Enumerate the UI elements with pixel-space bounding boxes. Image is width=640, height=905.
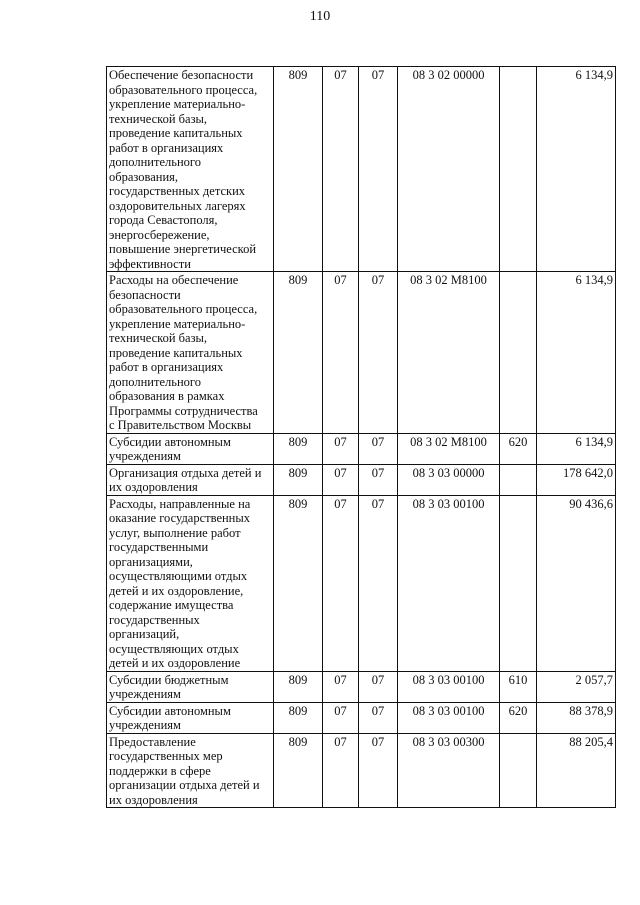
item-name-line: учреждениям: [109, 718, 181, 732]
table-row: [107, 671, 616, 702]
budget-table-body: [107, 67, 616, 808]
item-name-line: повышение энергетической: [109, 242, 257, 256]
amount-cell: 88 378,9: [537, 702, 616, 733]
item-name-line: технической базы,: [109, 111, 208, 126]
item-name-line: их оздоровления: [109, 792, 198, 807]
target-article-cell: 08 3 02 М8100: [398, 272, 500, 434]
table-row: [107, 495, 616, 671]
grbs-code-cell: 809: [274, 433, 323, 464]
item-name-line: образовательного процесса,: [109, 82, 258, 97]
section-code-cell: 07: [323, 272, 359, 434]
target-article-cell: 08 3 03 00300: [398, 733, 500, 808]
item-name-line: укрепление материально-: [109, 316, 246, 331]
item-name-line: с Правительством Москвы: [109, 418, 252, 432]
item-name-line: организациями,: [109, 554, 193, 569]
section-code-cell: 07: [323, 464, 359, 495]
table-row: [107, 702, 616, 733]
item-name-cell: [107, 733, 274, 808]
item-name-line: укрепление материально-: [109, 97, 246, 111]
budget-table: [106, 66, 616, 808]
item-name-line: технической базы,: [109, 331, 208, 345]
amount-cell: 6 134,9: [537, 433, 616, 464]
subsection-code-cell: 07: [359, 495, 398, 671]
item-name-line: поддержки в сфере: [109, 763, 211, 778]
item-name-line: проведение капитальных: [109, 345, 243, 360]
page-number: 110: [309, 9, 331, 24]
grbs-code-cell: 809: [274, 671, 323, 702]
target-article-cell: 08 3 03 00100: [398, 495, 500, 671]
table-row: [107, 733, 616, 808]
item-name-line: образовательного процесса,: [109, 302, 258, 316]
item-name-cell: [107, 464, 274, 495]
item-name-line: учреждениям: [109, 687, 181, 701]
item-name-cell: [107, 272, 274, 434]
item-name-line: организации отдыха детей и: [109, 778, 260, 792]
item-name-line: детей и их оздоровление: [109, 656, 241, 670]
grbs-code-cell: 809: [274, 272, 323, 434]
item-name-line: Предоставление: [109, 734, 196, 749]
item-name-line: безопасности: [109, 287, 181, 302]
expense-type-cell: [500, 733, 537, 808]
item-name-line: проведение капитальных: [109, 126, 243, 140]
table-row: [107, 433, 616, 464]
item-name-cell: [107, 433, 274, 464]
expense-type-cell: [500, 272, 537, 434]
item-name-line: Субсидии автономным: [109, 703, 231, 718]
section-code-cell: 07: [323, 733, 359, 808]
expense-type-cell: 620: [500, 702, 537, 733]
item-name-line: содержание имущества: [109, 598, 234, 612]
item-name-line: государственных: [109, 612, 200, 627]
grbs-code-cell: 809: [274, 67, 323, 272]
grbs-code-cell: 809: [274, 733, 323, 808]
item-name-line: Организация отдыха детей и: [109, 465, 262, 480]
expense-type-cell: [500, 67, 537, 272]
amount-cell: 2 057,7: [537, 671, 616, 702]
section-code-cell: 07: [323, 495, 359, 671]
item-name-line: осуществляющими отдых: [109, 569, 248, 583]
item-name-line: Обеспечение безопасности: [109, 68, 254, 82]
item-name-line: оздоровительных лагерях: [109, 198, 246, 213]
expense-type-cell: 620: [500, 433, 537, 464]
section-code-cell: 07: [323, 702, 359, 733]
item-name-line: образования в рамках: [109, 389, 225, 403]
item-name-line: услуг, выполнение работ: [109, 525, 241, 540]
item-name-line: дополнительного: [109, 155, 201, 169]
item-name-line: оказание государственных: [109, 511, 251, 525]
expense-type-cell: 610: [500, 671, 537, 702]
target-article-cell: 08 3 03 00100: [398, 671, 500, 702]
item-name-cell: [107, 67, 274, 272]
target-article-cell: 08 3 02 00000: [398, 67, 500, 272]
item-name-line: работ в организациях: [109, 360, 224, 374]
item-name-cell: [107, 495, 274, 671]
expense-type-cell: [500, 464, 537, 495]
item-name-line: детей и их оздоровление,: [109, 583, 244, 598]
item-name-line: эффективности: [109, 256, 191, 271]
subsection-code-cell: 07: [359, 702, 398, 733]
expense-type-cell: [500, 495, 537, 671]
item-name-line: дополнительного: [109, 374, 201, 389]
subsection-code-cell: 07: [359, 67, 398, 272]
table-row: [107, 67, 616, 272]
item-name-line: организаций,: [109, 627, 180, 641]
item-name-cell: [107, 671, 274, 702]
grbs-code-cell: 809: [274, 464, 323, 495]
item-name-line: Расходы, направленные на: [109, 496, 251, 511]
section-code-cell: 07: [323, 671, 359, 702]
target-article-cell: 08 3 02 М8100: [398, 433, 500, 464]
amount-cell: 88 205,4: [537, 733, 616, 808]
item-name-line: образования,: [109, 169, 179, 184]
item-name-line: их оздоровления: [109, 480, 198, 494]
amount-cell: 90 436,6: [537, 495, 616, 671]
item-name-line: государственных мер: [109, 749, 223, 763]
item-name-line: государственных детских: [109, 184, 246, 198]
item-name-line: Программы сотрудничества: [109, 403, 258, 418]
grbs-code-cell: 809: [274, 702, 323, 733]
target-article-cell: 08 3 03 00100: [398, 702, 500, 733]
item-name-line: города Севастополя,: [109, 213, 218, 227]
subsection-code-cell: 07: [359, 433, 398, 464]
item-name-line: энергосбережение,: [109, 227, 210, 242]
item-name-line: осуществляющих отдых: [109, 641, 239, 656]
item-name-line: учреждениям: [109, 449, 181, 463]
grbs-code-cell: 809: [274, 495, 323, 671]
target-article-cell: 08 3 03 00000: [398, 464, 500, 495]
item-name-line: Субсидии бюджетным: [109, 672, 229, 687]
item-name-line: Расходы на обеспечение: [109, 273, 239, 287]
amount-cell: 178 642,0: [537, 464, 616, 495]
amount-cell: 6 134,9: [537, 67, 616, 272]
item-name-line: государственными: [109, 540, 209, 554]
table-row: [107, 464, 616, 495]
item-name-cell: [107, 702, 274, 733]
subsection-code-cell: 07: [359, 733, 398, 808]
subsection-code-cell: 07: [359, 464, 398, 495]
table-row: [107, 272, 616, 434]
section-code-cell: 07: [323, 67, 359, 272]
section-code-cell: 07: [323, 433, 359, 464]
item-name-line: работ в организациях: [109, 140, 224, 155]
amount-cell: 6 134,9: [537, 272, 616, 434]
subsection-code-cell: 07: [359, 272, 398, 434]
subsection-code-cell: 07: [359, 671, 398, 702]
item-name-line: Субсидии автономным: [109, 434, 231, 449]
